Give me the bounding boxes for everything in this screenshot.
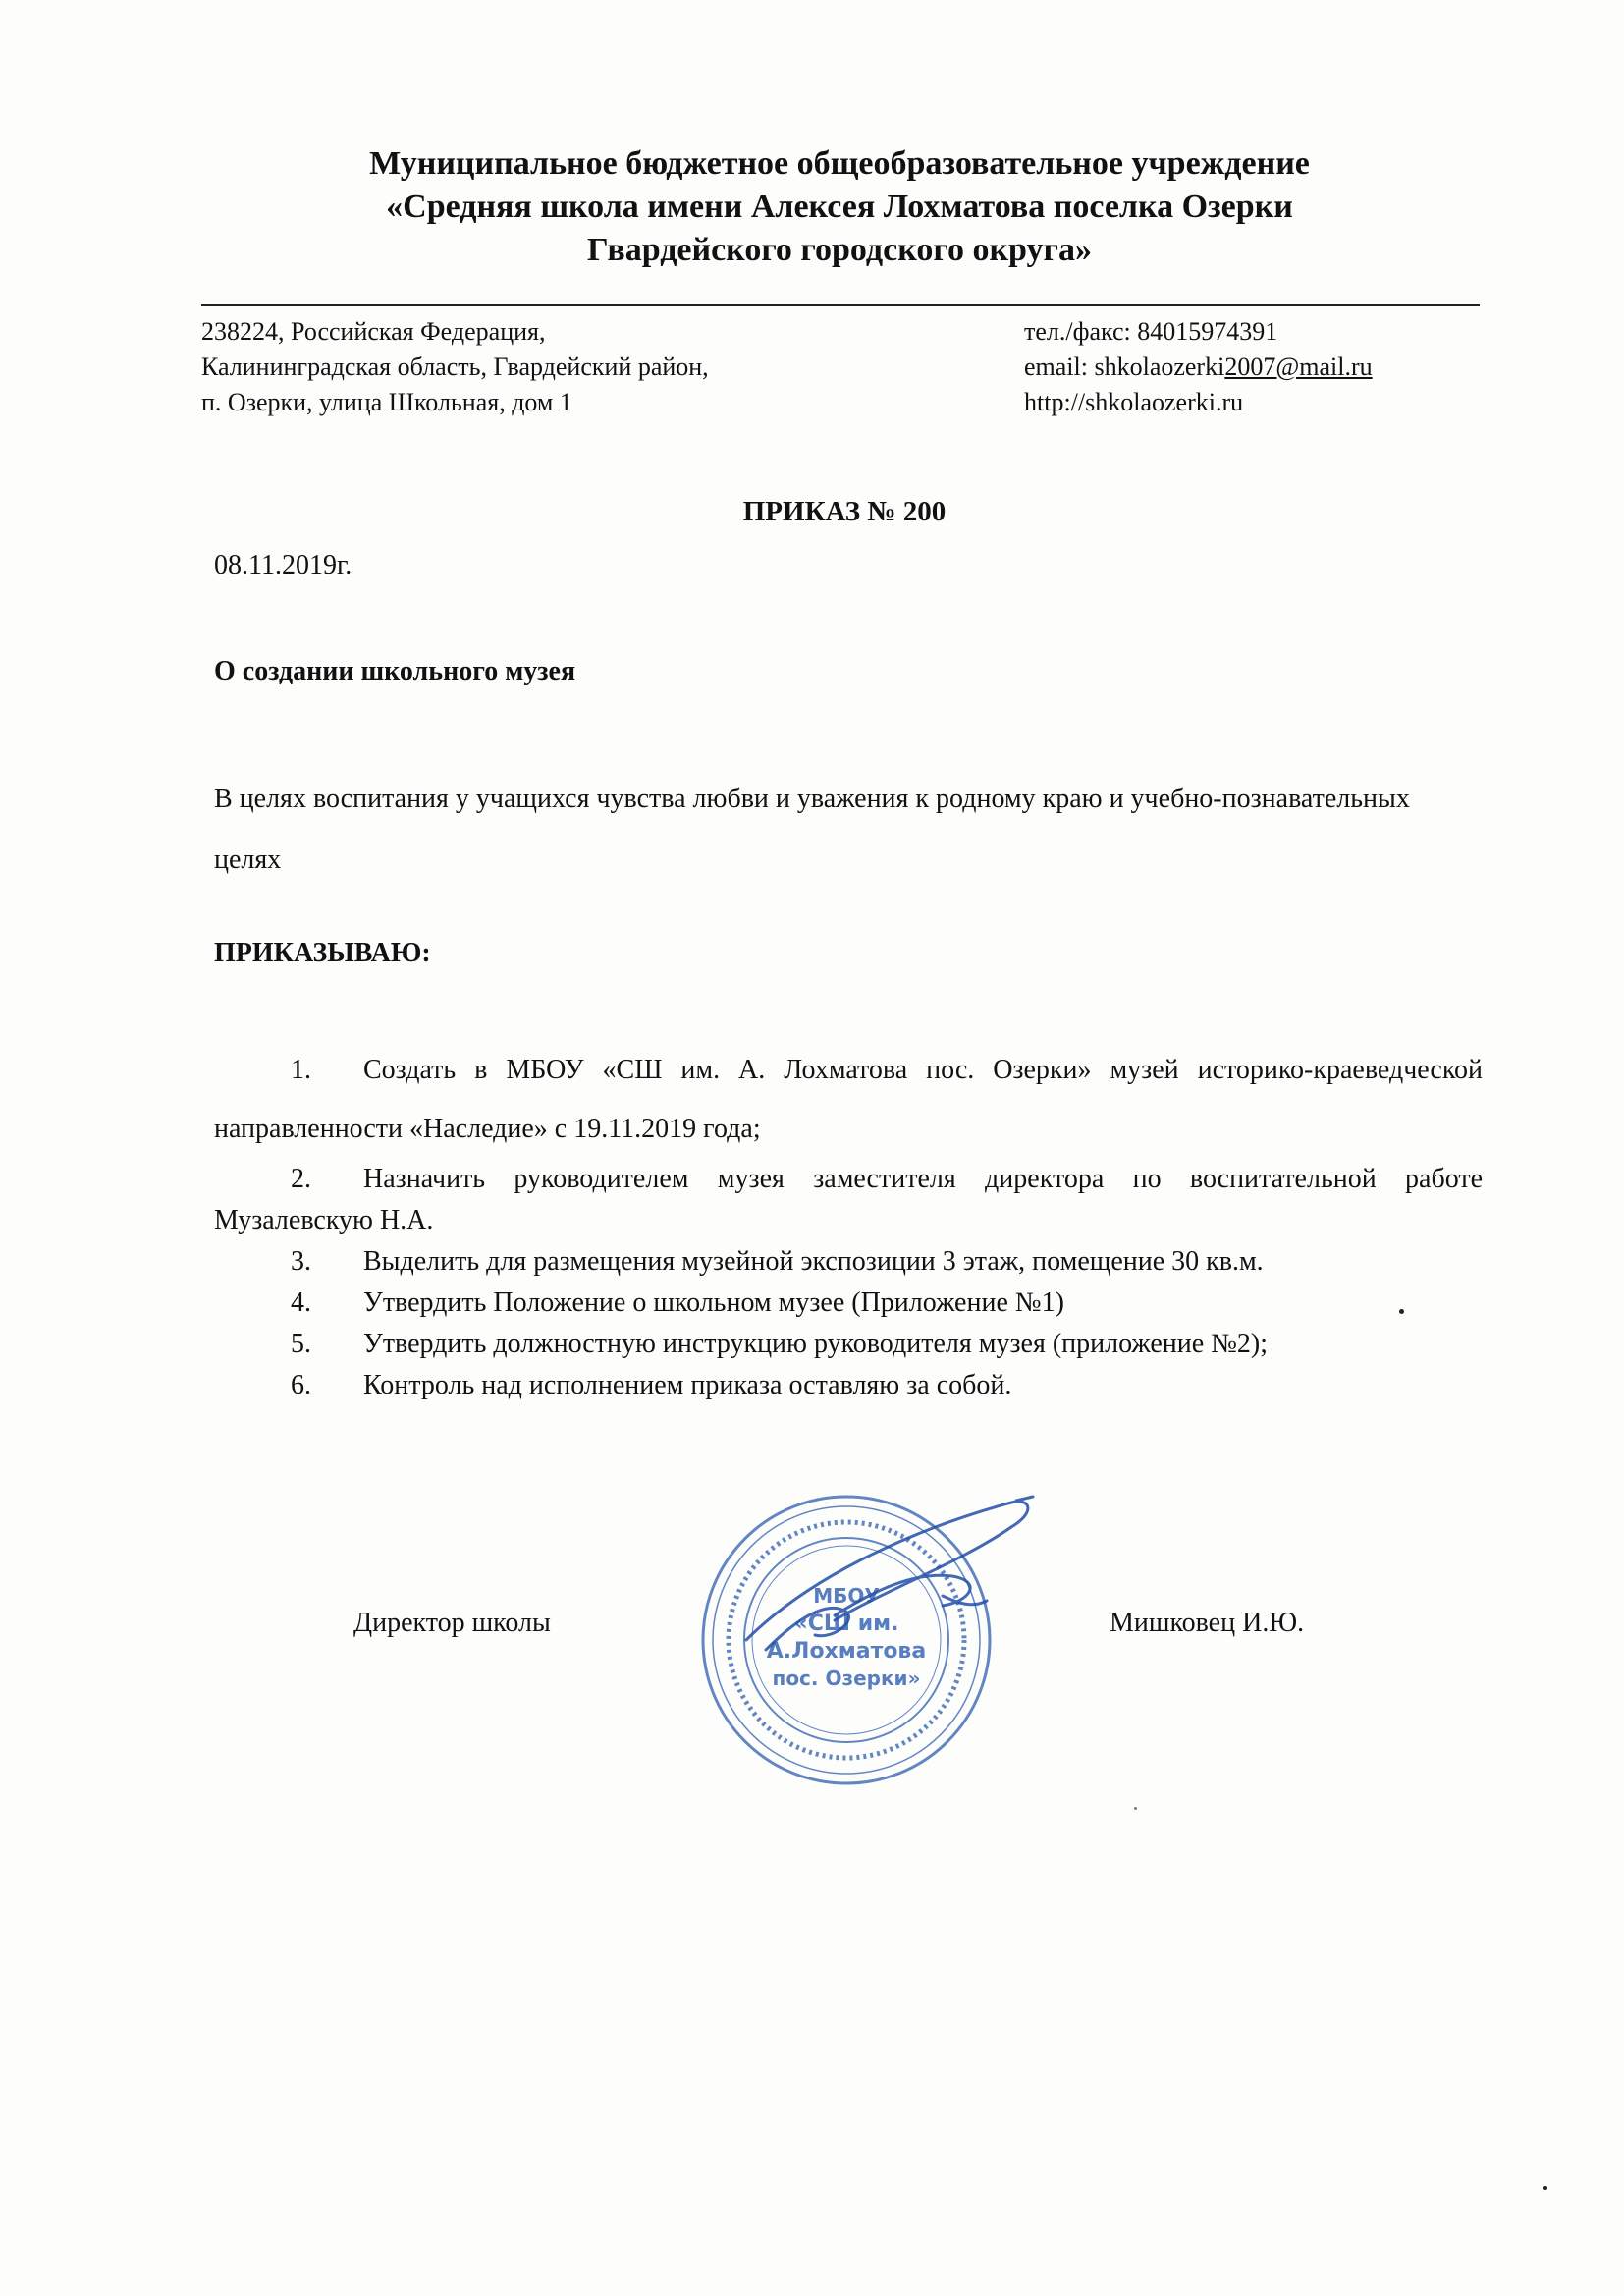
signer-position: Директор школы — [353, 1608, 551, 1638]
item-text: Утвердить Положение о школьном музее (Приложение №1) — [363, 1287, 1064, 1318]
item-number: 1. — [291, 1055, 311, 1085]
order-date: 08.11.2019г. — [214, 550, 352, 580]
order-items — [214, 1041, 1483, 1406]
stamp-line: МБОУ — [813, 1584, 880, 1608]
address-line: Калининградская область, Гвардейский район, — [201, 353, 709, 381]
stamp-line: пос. Озерки» — [772, 1667, 921, 1690]
phone-fax: тел./факс: 84015974391 — [1024, 317, 1278, 346]
order-command: ПРИКАЗЫВАЮ: — [214, 938, 431, 968]
item-number: 3. — [291, 1246, 311, 1277]
header-line-3: Гвардейского городского округа» — [587, 232, 1092, 268]
item-text: Создать в МБОУ «СШ им. А. Лохматова пос. Озерки» музей историко-краеведческой направленности «Наследие» с 19.11.2019 года; — [214, 1055, 1483, 1144]
header-line-2: «Средняя школа имени Алексея Лохматова поселка Озерки — [386, 189, 1293, 225]
contact-info — [1024, 314, 1373, 420]
website[interactable]: http://shkolaozerki.ru — [1024, 388, 1244, 416]
order-item — [214, 1324, 1483, 1365]
order-item — [214, 1159, 1483, 1241]
email — [1024, 350, 1373, 385]
header-divider — [201, 304, 1480, 306]
order-preamble: В целях воспитания у учащихся чувства любви и уважения к родному краю и учебно-познавательных целях — [214, 784, 1410, 875]
scan-speck — [1134, 1807, 1137, 1810]
item-number: 6. — [291, 1370, 311, 1400]
item-number: 2. — [291, 1164, 311, 1194]
postal-address — [201, 314, 709, 420]
address-line: 238224, Российская Федерация, — [201, 317, 546, 346]
email-link[interactable]: 2007@mail.ru — [1224, 353, 1373, 381]
order-item — [214, 1241, 1483, 1283]
institution-header — [196, 142, 1483, 272]
order-item — [214, 1283, 1483, 1324]
signer-name: Мишковец И.Ю. — [1110, 1608, 1305, 1638]
item-number: 5. — [291, 1329, 311, 1359]
handwritten-signature — [687, 1493, 1060, 1689]
item-text: Контроль над исполнением приказа оставляю за собой. — [363, 1370, 1012, 1400]
order-item — [214, 1041, 1483, 1159]
scan-speck — [1399, 1309, 1404, 1314]
email-prefix: email: shkolaozerki — [1024, 353, 1225, 381]
address-line: п. Озерки, улица Школьная, дом 1 — [201, 388, 572, 416]
header-line-1: Муниципальное бюджетное общеобразовательное учреждение — [369, 145, 1310, 182]
order-item — [214, 1365, 1483, 1406]
item-text: Выделить для размещения музейной экспозиции 3 этаж, помещение 30 кв.м. — [363, 1246, 1264, 1277]
scan-speck — [1543, 2186, 1547, 2190]
order-subject: О создании школьного музея — [214, 656, 576, 686]
order-title: ПРИКАЗ № 200 — [742, 496, 947, 527]
item-text: Утвердить должностную инструкцию руководителя музея (приложение №2); — [363, 1329, 1269, 1359]
item-number: 4. — [291, 1287, 311, 1318]
item-text: Назначить руководителем музея заместителя директора по воспитательной работе Музалевскую Н.А. — [214, 1164, 1483, 1235]
stamp-line: «СШ им. — [793, 1612, 899, 1636]
stamp-line: А.Лохматова — [766, 1639, 927, 1664]
